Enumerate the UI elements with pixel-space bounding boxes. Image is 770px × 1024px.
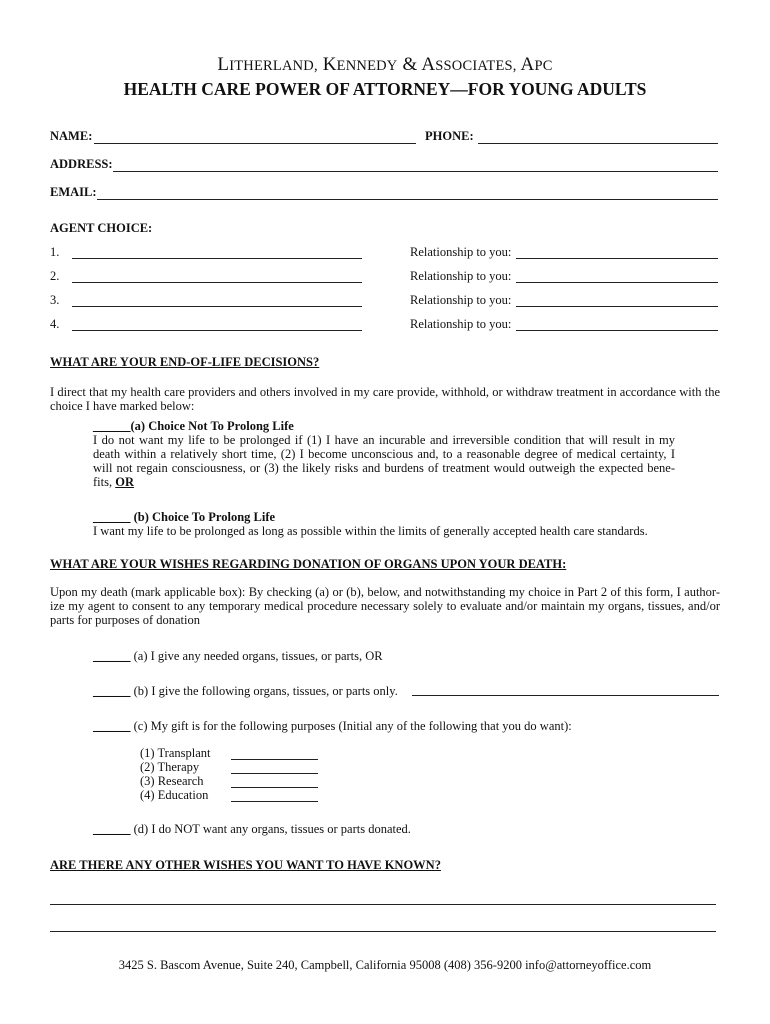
phone-label: PHONE: bbox=[425, 129, 474, 143]
purpose-education: (4) Education bbox=[140, 788, 209, 802]
end-of-life-intro: I direct that my health care providers and others involved in my care provide, withhold, or withdraw treatment in accordance with the choice I have marked below: bbox=[50, 385, 720, 413]
relationship-2-field[interactable] bbox=[516, 282, 718, 283]
organ-option-a: (a) I give any needed organs, tissues, or parts, OR bbox=[133, 649, 383, 663]
name-label: NAME: bbox=[50, 129, 93, 143]
option-b-text: I want my life to be prolonged as long as possible within the limits of generally accepted health care standards. bbox=[93, 524, 648, 538]
purpose-education-field[interactable] bbox=[231, 801, 318, 802]
option-a-row bbox=[93, 419, 294, 433]
agent-choice-heading: AGENT CHOICE: bbox=[50, 221, 153, 235]
other-wishes-line-2[interactable] bbox=[50, 931, 716, 932]
organ-option-c-blank[interactable]: ______ bbox=[93, 719, 131, 733]
agent-3-field[interactable] bbox=[72, 306, 362, 307]
organ-option-d-row bbox=[93, 822, 411, 836]
relationship-label-3: Relationship to you: bbox=[410, 293, 512, 307]
organ-option-b-blank[interactable]: ______ bbox=[93, 684, 131, 698]
purpose-therapy: (2) Therapy bbox=[140, 760, 200, 774]
relationship-3-field[interactable] bbox=[516, 306, 718, 307]
agent-4-field[interactable] bbox=[72, 330, 362, 331]
organ-option-d: (d) I do NOT want any organs, tissues or parts donated. bbox=[133, 822, 411, 836]
address-label: ADDRESS: bbox=[50, 157, 113, 171]
email-label: EMAIL: bbox=[50, 185, 97, 199]
organ-option-c: (c) My gift is for the following purposes (Initial any of the following that you do want): bbox=[133, 719, 572, 733]
footer-address: 3425 S. Bascom Avenue, Suite 240, Campbell, California 95008 (408) 356-9200 info@attorneyoffice.com bbox=[118, 958, 652, 972]
agent-1-field[interactable] bbox=[72, 258, 362, 259]
form-title: HEALTH CARE POWER OF ATTORNEY—FOR YOUNG ADULTS bbox=[123, 79, 647, 99]
organ-option-a-row bbox=[93, 649, 383, 663]
purpose-transplant: (1) Transplant bbox=[140, 746, 211, 760]
name-field[interactable] bbox=[94, 143, 416, 144]
relationship-4-field[interactable] bbox=[516, 330, 718, 331]
purpose-research: (3) Research bbox=[140, 774, 204, 788]
end-of-life-heading: WHAT ARE YOUR END-OF-LIFE DECISIONS? bbox=[50, 355, 320, 369]
agent-number-1: 1. bbox=[50, 245, 60, 259]
option-b-title: (b) Choice To Prolong Life bbox=[133, 510, 276, 524]
purpose-therapy-field[interactable] bbox=[231, 773, 318, 774]
other-wishes-line-1[interactable] bbox=[50, 904, 716, 905]
agent-number-3: 3. bbox=[50, 293, 60, 307]
relationship-label-1: Relationship to you: bbox=[410, 245, 512, 259]
option-a-paragraph bbox=[93, 433, 675, 489]
purpose-research-field[interactable] bbox=[231, 787, 318, 788]
firm-name: LITHERLAND, KENNEDY & ASSOCIATES, APC bbox=[217, 54, 553, 75]
agent-2-field[interactable] bbox=[72, 282, 362, 283]
organ-donation-heading: WHAT ARE YOUR WISHES REGARDING DONATION OF ORGANS UPON YOUR DEATH: bbox=[50, 557, 567, 571]
purpose-transplant-field[interactable] bbox=[231, 759, 318, 760]
organ-donation-intro: Upon my death (mark applicable box): By checking (a) or (b), below, and notwithstanding my choice in Part 2 of this form, I author-ize my agent to consent to any temporary medical procedure necessary solely to evaluate and/or maintain my organs, tissues, and/or parts for purposes of donation bbox=[50, 585, 720, 627]
organ-option-c-row bbox=[93, 719, 572, 733]
option-a-or: OR bbox=[115, 475, 134, 489]
option-b-row bbox=[93, 510, 275, 524]
email-field[interactable] bbox=[97, 199, 718, 200]
organ-option-a-blank[interactable]: ______ bbox=[93, 649, 131, 663]
organs-specified-field[interactable] bbox=[412, 695, 719, 696]
organ-option-b: (b) I give the following organs, tissues, or parts only. bbox=[133, 684, 398, 698]
relationship-label-2: Relationship to you: bbox=[410, 269, 512, 283]
option-a-title: (a) Choice Not To Prolong Life bbox=[130, 419, 294, 433]
phone-field[interactable] bbox=[478, 143, 718, 144]
organ-option-b-row bbox=[93, 684, 398, 698]
relationship-1-field[interactable] bbox=[516, 258, 718, 259]
option-b-initial-blank[interactable]: ______ bbox=[93, 510, 131, 524]
agent-number-4: 4. bbox=[50, 317, 60, 331]
other-wishes-heading: ARE THERE ANY OTHER WISHES YOU WANT TO HAVE KNOWN? bbox=[50, 858, 441, 872]
option-a-initial-blank[interactable]: ______ bbox=[93, 419, 131, 433]
agent-number-2: 2. bbox=[50, 269, 60, 283]
option-a-text: I do not want my life to be prolonged if (1) I have an incurable and irreversible condition that will result in my death within a relatively short time, (2) I become unconscious and, to a reasonable degree of medical certainty, I will not regain consciousness, or (3) the likely risks and burdens of treatment would outweigh the expected bene-fits, bbox=[93, 433, 675, 489]
organ-option-d-blank[interactable]: ______ bbox=[93, 822, 131, 836]
address-field[interactable] bbox=[113, 171, 718, 172]
relationship-label-4: Relationship to you: bbox=[410, 317, 512, 331]
